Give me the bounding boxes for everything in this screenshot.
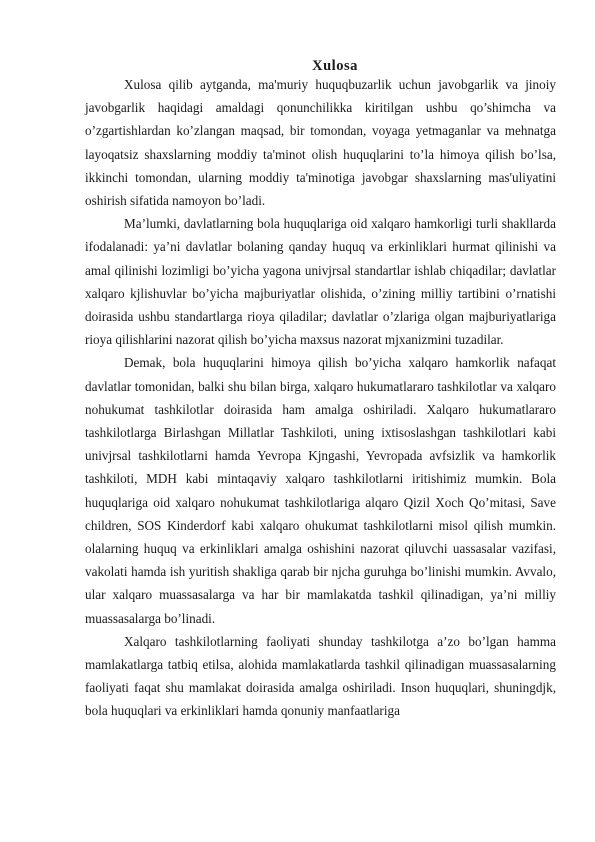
document-body (85, 73, 556, 723)
paragraph-3: Demak, bola huquqlarini himoya qilish bo’yicha xalqaro hamkorlik nafaqat davlatlar tomonidan, balki shu bilan birga, xalqaro hukumatlararo tashkilotlar va xalqaro nohukumat tashkilotlar doirasida ham amalga oshiriladi. Xalqaro hukumatlararo tashkilotlarga Birlashgan Millatlar Tashkiloti, uning ixtisoslashgan tashkilotlari kabi univјrsal tashkilotlarni hamda Yevropa Kјngashi, Yevropada avfsizlik va hamkorlik tashkiloti, MDH kabi mintaqaviy xalqaro tashkilotlarni iritishimiz mumkin. Bola huquqlariga oid xalqaro nohukumat tashkilotlariga alqaro Qizil Xoch Qo’mitasi, Save children, SOS Kinderdorf kabi xalqaro ohukumat tashkilotlarni misol qilish mumkin. olalarning huquq va erkinliklari amalga oshishini nazorat qiluvchi uassasalar vazifasi, vakolati hamda ish yuritish shakliga qarab bir nјcha guruhga bo’linishi mumkin. Avvalo, ular xalqaro muassasalarga va har bir mamlakatda tashkil qilinadigan, ya’ni milliy muassasalarga bo’linadi. (85, 355, 556, 626)
document-title: Xulosa (312, 58, 358, 74)
paragraph-1: Xulosa qilib aytganda, ma'muriy huquqbuzarlik uchun javobgarlik va jinoiy javobgarlik haqidagi amaldagi qonunchilikka kiritilgan ushbu qo’shimcha va o’zgartishlardan ko’zlangan maqsad, bir tomondan, voyaga yetmaganlar va mehnatga layoqatsiz shaxslarning moddiy ta'minot olish huquqlarini to’la himoya qilish bo’lsa, ikkinchi tomondan, ularning moddiy ta'minotiga javobgar shaxslarning mas'uliyatini oshirish sifatida namoyon bo’ladi. (85, 77, 556, 209)
paragraph-2: Ma’lumki, davlatlarning bola huquqlariga oid xalqaro hamkorligi turli shakllarda ifodalanadi: ya’ni davlatlar bolaning qanday huquq va erkinliklari hurmat qilinishi va amal qilinishi lozimligi bo’yicha yagona univјrsal standartlar ishlab chiqadilar; davlatlar xalqaro kјlishuvlar bo’yicha majburiyatlar olishida, o’zining milliy tartibini o’rnatishi doirasida ushbu standartlarga rioya qiladilar; davlatlar o’zlariga olgan majburiyatlariga rioya qilishlarini nazorat qilish bo’yicha maxsus nazorat mјxanizmini tuzadilar. (85, 216, 556, 348)
paragraph-4: Xalqaro tashkilotlarning faoliyati shunday tashkilotga a’zo bo’lgan hamma mamlakatlarga tatbiq etilsa, alohida mamlakatlarda tashkil qilinadigan muassasalarning faoliyati faqat shu mamlakat doirasida amalga oshiriladi. Inson huquqlari, shuningdјk, bola huquqlari va erkinliklari hamda qonuniy manfaatlariga (85, 633, 556, 719)
